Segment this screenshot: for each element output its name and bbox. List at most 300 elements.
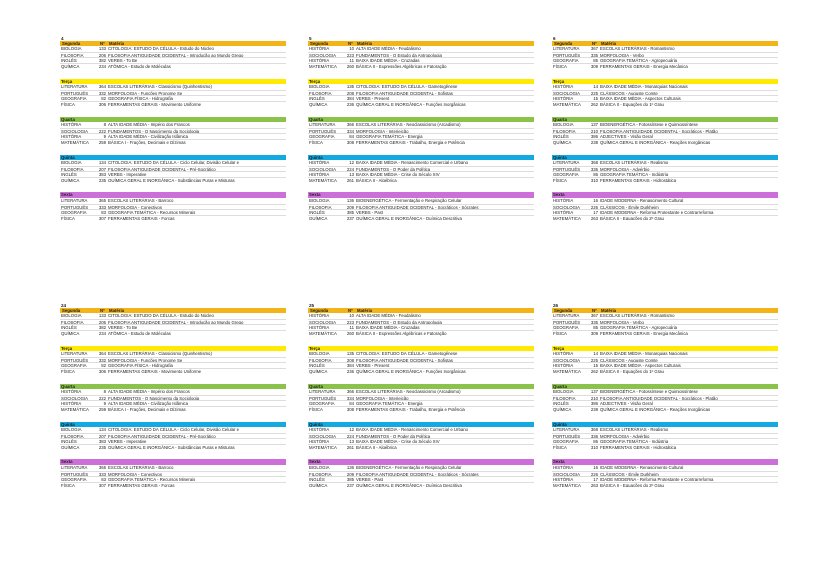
table-row: [308, 368, 534, 374]
topic-cell: FUNDAMENTOS - O Nascimento da Sociologia: [108, 395, 200, 401]
topic-cell: VERBS - To Be: [108, 58, 138, 63]
lesson-number-cell: 8: [103, 122, 106, 128]
topic-cell: VERBS - To Be: [108, 325, 138, 330]
table-row: [60, 465, 286, 471]
lesson-number-cell: 383: [98, 172, 106, 177]
day-name-bar: Quinta: [552, 155, 778, 161]
subject-cell: QUÍMICA: [61, 330, 80, 336]
subject-cell: INGLÊS: [61, 58, 77, 63]
day-name-bar: Terça: [60, 346, 286, 352]
day-name-bar: Terça: [308, 79, 534, 85]
lesson-number-cell: 206: [98, 52, 106, 58]
subject-cell: GEOGRAFIA: [61, 477, 87, 482]
subject-cell: FÍSICA: [61, 101, 75, 107]
table-row: [60, 160, 286, 166]
subject-cell: FÍSICA: [309, 139, 323, 145]
lesson-number-cell: 308: [346, 406, 354, 412]
topic-cell: FUNDAMENTOS - O Poder da Política: [356, 433, 431, 439]
subject-cell: FILOSOFIA: [61, 319, 84, 325]
day-name: Segunda: [62, 308, 81, 313]
subject-cell: PORTUGUÊS: [309, 128, 337, 134]
lesson-number-cell: 368: [590, 160, 598, 166]
table-row: [60, 471, 286, 477]
table-row: [552, 139, 778, 145]
table-row: [60, 209, 286, 215]
topic-cell: ESCOLAS LITERÁRIAS - Barroco: [108, 198, 174, 204]
table-row: [308, 471, 534, 477]
table-row: [552, 198, 778, 204]
table-row: [552, 389, 778, 395]
topic-cell: BÁSICA II - Equações do 1º Grau: [600, 368, 664, 374]
table-row: [60, 313, 286, 319]
lesson-number-cell: 306: [98, 368, 106, 374]
subject-cell: FÍSICA: [309, 406, 323, 412]
column-header-subject: Matéria: [109, 41, 125, 46]
subject-cell: LITERATURA: [61, 465, 88, 471]
topic-cell: GEOGRAFIA TEMÁTICA - Recursos Minerais: [108, 477, 196, 482]
table-row: [552, 57, 778, 63]
lesson-number-cell: 9: [103, 401, 106, 406]
topic-cell: CITOLOGIA: ESTUDO DA CÉLULA - Gametogênese: [356, 351, 458, 357]
topic-cell: CITOLOGIA: ESTUDO DA CÉLULA - Estudo do Núcleo: [108, 313, 214, 319]
lesson-number-cell: 208: [346, 357, 354, 363]
topic-cell: GEOGRAFIA FÍSICA - Hidrografia: [108, 363, 173, 368]
topic-cell: CITOLOGIA: ESTUDO DA CÉLULA - Ciclo Celular, Divisão Celular e: [108, 427, 240, 433]
subject-cell: GEOGRAFIA: [61, 363, 87, 368]
table-row: [60, 52, 286, 58]
lesson-number-cell: 13: [349, 439, 354, 444]
topic-cell: FERRAMENTAS GERAIS - Energia Mecânica: [600, 330, 688, 336]
subject-cell: PORTUGUÊS: [61, 357, 89, 363]
lesson-number-cell: 263: [590, 215, 598, 221]
lesson-number-cell: 366: [346, 122, 354, 128]
table-row: [308, 319, 534, 325]
subject-cell: PORTUGUÊS: [61, 204, 89, 210]
lesson-number-cell: 82: [101, 363, 106, 368]
topic-cell: FILOSOFIA ANTIGUIDADE OCIDENTAL - Pré-Socrático: [108, 433, 216, 439]
table-row: [552, 95, 778, 101]
subject-cell: FILOSOFIA: [309, 204, 332, 210]
topic-cell: QUÍMICA GERAL E INORGÂNICA - Funções Inorgânicas: [356, 101, 466, 107]
subject-cell: GEOGRAFIA: [61, 96, 87, 101]
topic-cell: QUÍMICA GERAL E INORGÂNICA - Química Descritiva: [356, 482, 462, 488]
lesson-number-cell: 308: [346, 139, 354, 145]
topic-cell: QUÍMICA GERAL E INORGÂNICA - Reações Inorgânicas: [600, 406, 711, 412]
day-rows: [552, 198, 778, 220]
subject-cell: QUÍMICA: [309, 368, 328, 374]
subject-cell: GEOGRAFIA: [309, 401, 335, 406]
lesson-number-cell: 223: [346, 52, 354, 58]
day-block: [308, 192, 534, 220]
day-block: [308, 79, 534, 107]
subject-cell: SOCIOLOGIA: [553, 90, 580, 96]
table-row: [60, 395, 286, 401]
lesson-number-cell: 10: [349, 313, 354, 319]
day-rows: [552, 84, 778, 106]
table-row: [552, 101, 778, 107]
day-rows: [60, 313, 286, 335]
lesson-number-cell: 386: [590, 401, 598, 406]
lesson-number-cell: 207: [98, 433, 106, 439]
table-row: [60, 57, 286, 63]
day-rows: [60, 351, 286, 373]
column-header-subject: Matéria: [109, 308, 125, 313]
topic-cell: ESCOLAS LITERÁRIAS - Classicismo (Quinhentismo): [108, 351, 212, 357]
subject-cell: BIOLOGIA: [61, 313, 82, 319]
topic-cell: QUÍMICA GERAL E INORGÂNICA - Reações Inorgânicas: [600, 139, 711, 145]
topic-cell: FILOSOFIA ANTIGUIDADE OCIDENTAL - Sofistas: [356, 357, 453, 363]
day-rows: [308, 389, 534, 411]
subject-cell: HISTÓRIA: [553, 210, 574, 215]
table-row: [308, 313, 534, 319]
subject-cell: MATEMÁTICA: [309, 330, 337, 336]
lesson-number-cell: 260: [346, 63, 354, 69]
day-block: [308, 117, 534, 145]
table-row: [552, 166, 778, 172]
topic-cell: CLÁSSICOS - Auguste Comte: [600, 357, 658, 363]
table-row: [308, 46, 534, 52]
subject-cell: HISTÓRIA: [553, 84, 574, 90]
lesson-number-cell: 307: [98, 482, 106, 488]
lesson-number-cell: 333: [98, 204, 106, 210]
topic-cell: GEOGRAFIA TEMÁTICA - Indústria: [600, 172, 669, 177]
lesson-number-cell: 367: [590, 313, 598, 319]
day-name-bar: Quinta: [552, 422, 778, 428]
lesson-number-cell: 133: [98, 46, 106, 52]
topic-cell: BÁSICA II - Algébrica: [356, 444, 397, 450]
day-name-bar: Sexta: [308, 192, 534, 198]
day-block: [60, 459, 286, 487]
lesson-number-cell: 309: [590, 63, 598, 69]
table-row: [60, 204, 286, 210]
subject-cell: LITERATURA: [61, 351, 88, 357]
table-row: [308, 400, 534, 406]
topic-cell: MORFOLOGIA - Interjeição: [356, 128, 409, 134]
day-block: [308, 384, 534, 412]
lesson-number-cell: 12: [349, 427, 354, 433]
subject-cell: SOCIOLOGIA: [553, 471, 580, 477]
table-row: [308, 63, 534, 69]
day-block: [60, 79, 286, 107]
subject-cell: HISTÓRIA: [553, 477, 574, 482]
subject-cell: HISTÓRIA: [309, 172, 330, 177]
day-name: Segunda: [554, 41, 573, 46]
topic-cell: BAIXA IDADE MÉDIA - Monarquias Nacionais: [600, 351, 688, 357]
table-row: [60, 101, 286, 107]
table-row: [552, 433, 778, 439]
lesson-number-cell: 14: [593, 84, 598, 90]
week-number: 6: [553, 36, 556, 41]
subject-cell: HISTÓRIA: [61, 134, 82, 139]
lesson-number-cell: 11: [349, 325, 354, 330]
lesson-number-cell: 260: [346, 330, 354, 336]
table-row: [552, 362, 778, 368]
lesson-number-cell: 225: [590, 90, 598, 96]
subject-cell: FÍSICA: [553, 177, 567, 183]
subject-cell: HISTÓRIA: [309, 46, 330, 52]
subject-cell: BIOLOGIA: [61, 427, 82, 433]
day-name-bar: Quarta: [552, 384, 778, 390]
table-row: [308, 171, 534, 177]
lesson-number-cell: 223: [346, 319, 354, 325]
subject-cell: BIOLOGIA: [553, 389, 574, 395]
table-row: [308, 84, 534, 90]
day-block: [60, 155, 286, 183]
subject-cell: SOCIOLOGIA: [553, 357, 580, 363]
lesson-number-cell: 226: [590, 471, 598, 477]
day-name-bar: Quinta: [308, 422, 534, 428]
subject-cell: QUÍMICA: [61, 444, 80, 450]
table-row: [60, 444, 286, 450]
subject-cell: HISTÓRIA: [309, 313, 330, 319]
day-name-bar: Terça: [552, 346, 778, 352]
day-rows: [552, 427, 778, 449]
subject-cell: LITERATURA: [553, 46, 580, 52]
day-block: [552, 117, 778, 145]
table-row: [60, 171, 286, 177]
day-name-bar: Quarta: [308, 117, 534, 123]
subject-cell: HISTÓRIA: [553, 96, 574, 101]
table-row: [308, 330, 534, 336]
subject-cell: MATEMÁTICA: [553, 482, 581, 488]
table-row: [60, 368, 286, 374]
table-row: [60, 330, 286, 336]
lesson-number-cell: 332: [98, 357, 106, 363]
day-rows: [60, 122, 286, 144]
subject-cell: PORTUGUÊS: [61, 471, 89, 477]
topic-cell: ALTA IDADE MÉDIA - Feudalismo: [356, 313, 421, 319]
day-name-bar: Sexta: [60, 459, 286, 465]
table-row: [308, 95, 534, 101]
table-row: [60, 198, 286, 204]
table-row: [552, 351, 778, 357]
topic-cell: BÁSICA II - Equações do 1º Grau: [600, 101, 664, 107]
lesson-number-cell: 210: [590, 395, 598, 401]
table-row: [552, 209, 778, 215]
lesson-number-cell: 9: [103, 134, 106, 139]
lesson-number-cell: 238: [590, 406, 598, 412]
day-block: [308, 459, 534, 487]
week-block: [552, 36, 778, 230]
day-rows: [60, 46, 286, 68]
day-name-bar: Sexta: [60, 192, 286, 198]
week-number: 25: [309, 303, 315, 308]
topic-cell: ALTA IDADE MÉDIA - Civilização Islâmica: [108, 134, 189, 139]
lesson-number-cell: 263: [590, 482, 598, 488]
lesson-number-cell: 209: [346, 471, 354, 477]
column-header-number: Nº: [348, 41, 353, 46]
subject-cell: HISTÓRIA: [553, 198, 574, 204]
lesson-number-cell: 335: [590, 52, 598, 58]
lesson-number-cell: 209: [346, 204, 354, 210]
day-block: [308, 41, 534, 69]
lesson-number-cell: 234: [98, 63, 106, 69]
topic-cell: ESCOLAS LITERÁRIAS - Realismo: [600, 160, 669, 166]
topic-cell: MORFOLOGIA - Advérbio: [600, 433, 650, 439]
subject-cell: HISTÓRIA: [553, 351, 574, 357]
subject-cell: FÍSICA: [553, 63, 567, 69]
subject-cell: LITERATURA: [61, 198, 88, 204]
table-row: [308, 482, 534, 488]
table-row: [552, 128, 778, 134]
topic-cell: FERRAMENTAS GERAIS - Hidrostática: [600, 177, 677, 183]
subject-cell: FILOSOFIA: [553, 395, 576, 401]
day-block: [552, 422, 778, 450]
subject-cell: FILOSOFIA: [553, 128, 576, 134]
table-row: [308, 198, 534, 204]
table-row: [308, 215, 534, 221]
topic-cell: QUÍMICA GERAL E INORGÂNICA - Substâncias Puras e Misturas: [108, 177, 235, 183]
table-row: [552, 319, 778, 325]
lesson-number-cell: 136: [346, 465, 354, 471]
lesson-number-cell: 385: [346, 210, 354, 215]
table-row: [60, 166, 286, 172]
lesson-number-cell: 86: [593, 172, 598, 177]
lesson-number-cell: 365: [98, 465, 106, 471]
topic-cell: VERBS - Imperative: [108, 439, 147, 444]
subject-cell: FÍSICA: [61, 368, 75, 374]
lesson-number-cell: 234: [98, 330, 106, 336]
lesson-number-cell: 10: [349, 46, 354, 52]
topic-cell: ESCOLAS LITERÁRIAS - Neoclassicismo (Arcadismo): [356, 389, 461, 395]
column-header-subject: Matéria: [601, 308, 617, 313]
topic-cell: FUNDAMENTOS - O Poder da Política: [356, 166, 431, 172]
table-row: [308, 122, 534, 128]
day-name-bar: Quinta: [308, 155, 534, 161]
topic-cell: BAIXA IDADE MÉDIA - Aspectos Culturais: [600, 363, 681, 368]
day-block: [552, 308, 778, 336]
lesson-number-cell: 137: [590, 389, 598, 395]
day-rows: [308, 313, 534, 335]
lesson-number-cell: 237: [346, 482, 354, 488]
topic-cell: FILOSOFIA ANTIGUIDADE OCIDENTAL - Socráticos - Sócrates: [356, 471, 479, 477]
topic-cell: BAIXA IDADE MÉDIA - Monarquias Nacionais: [600, 84, 688, 90]
subject-cell: HISTÓRIA: [309, 58, 330, 63]
topic-cell: CITOLOGIA: ESTUDO DA CÉLULA - Estudo do Núcleo: [108, 46, 214, 52]
lesson-number-cell: 226: [590, 204, 598, 210]
subject-cell: SOCIOLOGIA: [309, 319, 336, 325]
lesson-number-cell: 259: [98, 139, 106, 145]
subject-cell: LITERATURA: [309, 122, 336, 128]
column-header-number: Nº: [592, 308, 597, 313]
day-name-bar: Terça: [60, 79, 286, 85]
subject-cell: LITERATURA: [309, 389, 336, 395]
day-block: [60, 422, 286, 450]
topic-cell: GEOGRAFIA FÍSICA - Hidrografia: [108, 96, 173, 101]
table-row: [308, 395, 534, 401]
lesson-number-cell: 332: [98, 90, 106, 96]
lesson-number-cell: 335: [590, 319, 598, 325]
topic-cell: FILOSOFIA ANTIGUIDADE OCIDENTAL - Pré-Socrático: [108, 166, 216, 172]
day-rows: [60, 427, 286, 449]
day-rows: [60, 465, 286, 487]
table-row: [308, 133, 534, 139]
table-row: [60, 476, 286, 482]
lesson-number-cell: 236: [346, 368, 354, 374]
subject-cell: INGLÊS: [553, 401, 569, 406]
topic-cell: ESCOLAS LITERÁRIAS - Romantismo: [600, 313, 675, 319]
topic-cell: BIOENERGÉTICA - Fermentação e Respiração Celular: [356, 198, 462, 204]
day-name-bar: Quarta: [308, 384, 534, 390]
day-rows: [308, 198, 534, 220]
day-name-bar: Quinta: [60, 155, 286, 161]
subject-cell: FILOSOFIA: [309, 471, 332, 477]
subject-cell: FILOSOFIA: [309, 90, 332, 96]
topic-cell: IDADE MODERNA - Renascimento Cultural: [600, 465, 684, 471]
table-row: [552, 368, 778, 374]
table-row: [552, 160, 778, 166]
table-row: [60, 122, 286, 128]
lesson-number-cell: 309: [590, 330, 598, 336]
lesson-number-cell: 206: [98, 319, 106, 325]
table-row: [308, 351, 534, 357]
day-name-bar: Quarta: [60, 384, 286, 390]
day-block: [552, 192, 778, 220]
subject-cell: QUÍMICA: [553, 139, 572, 145]
subject-cell: GEOGRAFIA: [553, 325, 579, 330]
table-row: [308, 362, 534, 368]
day-name: Segunda: [62, 41, 81, 46]
lesson-number-cell: 83: [101, 477, 106, 482]
subject-cell: GEOGRAFIA: [553, 439, 579, 444]
lesson-number-cell: 306: [98, 101, 106, 107]
topic-cell: ALTA IDADE MÉDIA - Civilização Islâmica: [108, 401, 189, 406]
topic-cell: BÁSICA II - Expressões Algébricas e Fatoração: [356, 63, 447, 69]
subject-cell: BIOLOGIA: [61, 160, 82, 166]
subject-cell: PORTUGUÊS: [61, 90, 89, 96]
lesson-number-cell: 334: [346, 395, 354, 401]
subject-cell: HISTÓRIA: [309, 439, 330, 444]
table-row: [60, 128, 286, 134]
lesson-number-cell: 333: [98, 471, 106, 477]
topic-cell: FERRAMENTAS GERAIS - Forças: [108, 482, 175, 488]
topic-cell: IDADE MODERNA - Reforma Protestante e Contrarreforma: [600, 210, 714, 215]
table-row: [308, 438, 534, 444]
lesson-number-cell: 16: [593, 198, 598, 204]
day-rows: [552, 465, 778, 487]
topic-cell: FILOSOFIA ANTIGUIDADE OCIDENTAL - Socráticos - Platão: [600, 395, 718, 401]
topic-cell: MORFOLOGIA - Interjeição: [356, 395, 409, 401]
topic-cell: ADJECTIVES - Visão Geral: [600, 401, 653, 406]
table-row: [60, 357, 286, 363]
subject-cell: PORTUGUÊS: [553, 319, 581, 325]
day-name-bar: Terça: [552, 79, 778, 85]
table-row: [552, 122, 778, 128]
day-rows: [60, 389, 286, 411]
week-block: [308, 303, 534, 497]
table-row: [308, 465, 534, 471]
table-row: [308, 389, 534, 395]
table-row: [552, 313, 778, 319]
topic-cell: FILOSOFIA ANTIGUIDADE OCIDENTAL - Socráticos - Sócrates: [356, 204, 479, 210]
subject-cell: QUÍMICA: [309, 101, 328, 107]
topic-cell: VERBS - Present: [356, 96, 390, 101]
topic-cell: MORFOLOGIA - Advérbio: [600, 166, 650, 172]
table-row: [60, 438, 286, 444]
lesson-number-cell: 262: [590, 101, 598, 107]
topic-cell: FUNDAMENTOS - O Estudo da Antropologia: [356, 319, 442, 325]
lesson-number-cell: 307: [98, 215, 106, 221]
topic-cell: QUÍMICA GERAL E INORGÂNICA - Funções Inorgânicas: [356, 368, 466, 374]
day-rows: [552, 160, 778, 182]
subject-cell: SOCIOLOGIA: [309, 52, 336, 58]
lesson-number-cell: 133: [98, 313, 106, 319]
day-rows: [60, 84, 286, 106]
table-row: [60, 427, 286, 433]
lesson-number-cell: 261: [346, 177, 354, 183]
subject-cell: INGLÊS: [309, 210, 325, 215]
lesson-number-cell: 84: [349, 401, 354, 406]
